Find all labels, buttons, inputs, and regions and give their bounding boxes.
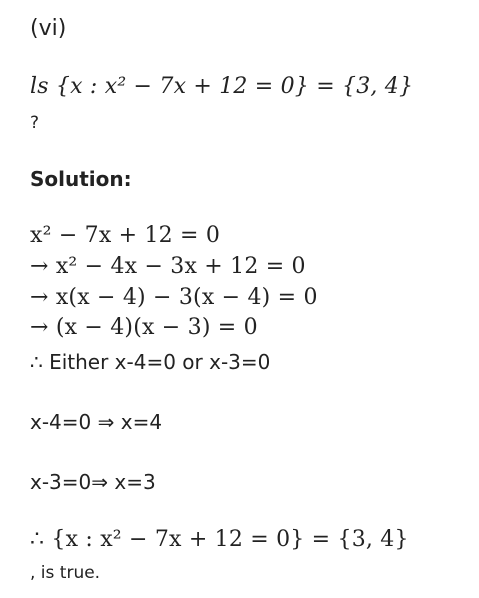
case-1: x-4=0 ⇒ x=4 xyxy=(30,410,163,434)
step-4: → (x − 4)(x − 3) = 0 xyxy=(30,315,258,340)
question-statement: ls {x : x² − 7x + 12 = 0} = {3, 4} xyxy=(30,74,414,99)
step-2: → x² − 4x − 3x + 12 = 0 xyxy=(30,254,306,279)
solution-heading: Solution: xyxy=(30,167,132,191)
part-label: (vi) xyxy=(30,16,67,41)
case-2: x-3=0⇒ x=3 xyxy=(30,470,156,494)
step-3: → x(x − 4) − 3(x − 4) = 0 xyxy=(30,285,318,310)
conclusion-statement: ∴ {x : x² − 7x + 12 = 0} = {3, 4} xyxy=(30,527,409,552)
step-1: x² − 7x + 12 = 0 xyxy=(30,223,221,248)
either-line: ∴ Either x-4=0 or x-3=0 xyxy=(30,350,271,374)
conclusion-suffix: , is true. xyxy=(30,563,101,583)
question-mark: ? xyxy=(30,113,40,133)
